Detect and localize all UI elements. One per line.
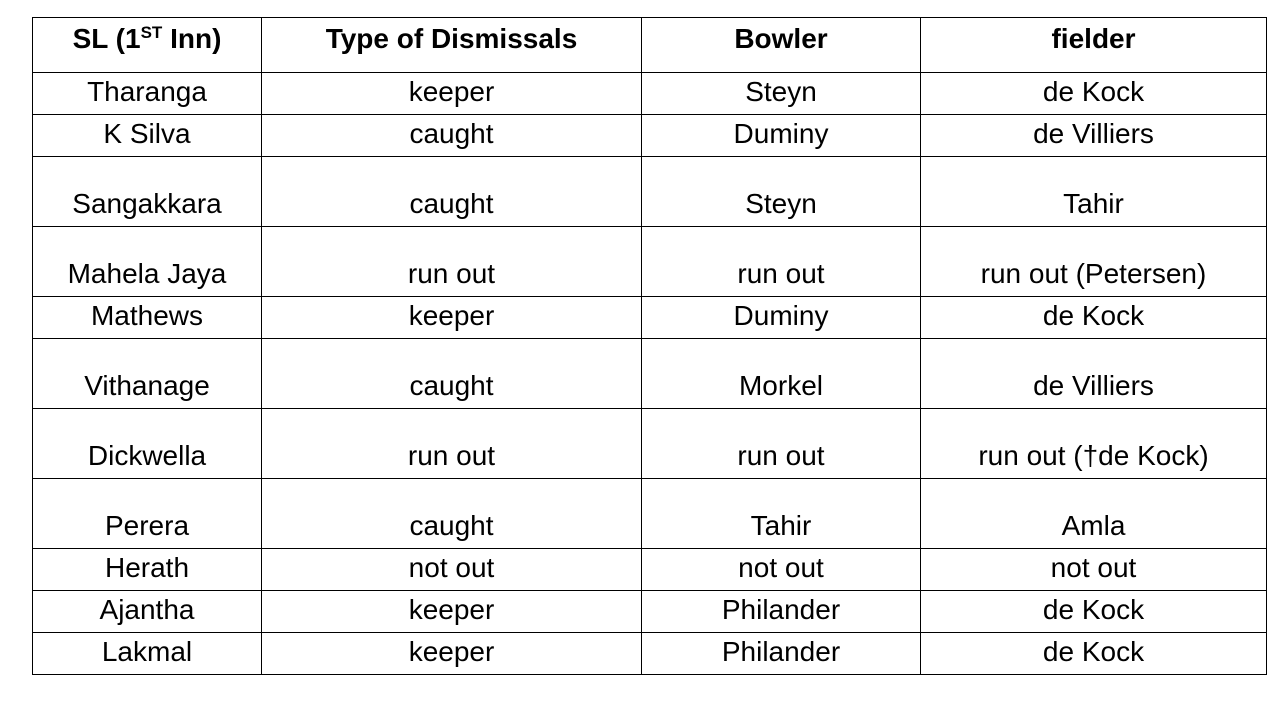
table-row	[33, 549, 1267, 591]
cell-batsman: Vithanage	[33, 339, 262, 409]
table-row	[33, 591, 1267, 633]
cell-fielder: run out (†de Kock)	[921, 409, 1267, 479]
cell-bowler: Steyn	[642, 157, 921, 227]
cell-bowler: Tahir	[642, 479, 921, 549]
header-dismissal-type: Type of Dismissals	[262, 18, 642, 73]
table-row	[33, 115, 1267, 157]
table-row	[33, 227, 1267, 297]
cell-bowler: Steyn	[642, 73, 921, 115]
cell-batsman: Tharanga	[33, 73, 262, 115]
table-row	[33, 73, 1267, 115]
cell-bowler: Philander	[642, 633, 921, 675]
cell-fielder: Tahir	[921, 157, 1267, 227]
cell-batsman: Mahela Jaya	[33, 227, 262, 297]
header-bowler: Bowler	[642, 18, 921, 73]
cell-dismissal: run out	[262, 227, 642, 297]
table-row	[33, 479, 1267, 549]
cell-batsman: Lakmal	[33, 633, 262, 675]
cell-batsman: Mathews	[33, 297, 262, 339]
cell-batsman: Herath	[33, 549, 262, 591]
cell-dismissal: keeper	[262, 633, 642, 675]
cell-bowler: Philander	[642, 591, 921, 633]
cell-fielder: de Villiers	[921, 339, 1267, 409]
cell-bowler: not out	[642, 549, 921, 591]
cell-fielder: de Kock	[921, 297, 1267, 339]
header-batsman-prefix: SL (1	[72, 23, 141, 54]
cell-fielder: de Kock	[921, 591, 1267, 633]
header-batsman-suffix: Inn)	[162, 23, 222, 54]
table-row	[33, 157, 1267, 227]
cell-fielder: de Villiers	[921, 115, 1267, 157]
cell-dismissal: keeper	[262, 73, 642, 115]
header-batsman	[33, 18, 262, 73]
table-header-row	[33, 18, 1267, 73]
dismissals-table-container	[32, 17, 1267, 675]
header-batsman-sup: ST	[140, 23, 163, 42]
cell-dismissal: caught	[262, 157, 642, 227]
cell-bowler: run out	[642, 409, 921, 479]
header-fielder: fielder	[921, 18, 1267, 73]
cell-batsman: Ajantha	[33, 591, 262, 633]
cell-fielder: not out	[921, 549, 1267, 591]
cell-dismissal: caught	[262, 115, 642, 157]
cell-dismissal: run out	[262, 409, 642, 479]
table-row	[33, 633, 1267, 675]
cell-dismissal: not out	[262, 549, 642, 591]
cell-bowler: Morkel	[642, 339, 921, 409]
table-row	[33, 409, 1267, 479]
cell-batsman: Dickwella	[33, 409, 262, 479]
cell-dismissal: keeper	[262, 297, 642, 339]
cell-fielder: run out (Petersen)	[921, 227, 1267, 297]
cell-fielder: de Kock	[921, 633, 1267, 675]
dismissals-table	[32, 17, 1267, 675]
cell-dismissal: keeper	[262, 591, 642, 633]
table-row	[33, 339, 1267, 409]
cell-batsman: K Silva	[33, 115, 262, 157]
cell-fielder: Amla	[921, 479, 1267, 549]
cell-bowler: Duminy	[642, 297, 921, 339]
cell-batsman: Perera	[33, 479, 262, 549]
cell-fielder: de Kock	[921, 73, 1267, 115]
table-row	[33, 297, 1267, 339]
cell-dismissal: caught	[262, 479, 642, 549]
cell-bowler: Duminy	[642, 115, 921, 157]
cell-batsman: Sangakkara	[33, 157, 262, 227]
cell-bowler: run out	[642, 227, 921, 297]
cell-dismissal: caught	[262, 339, 642, 409]
